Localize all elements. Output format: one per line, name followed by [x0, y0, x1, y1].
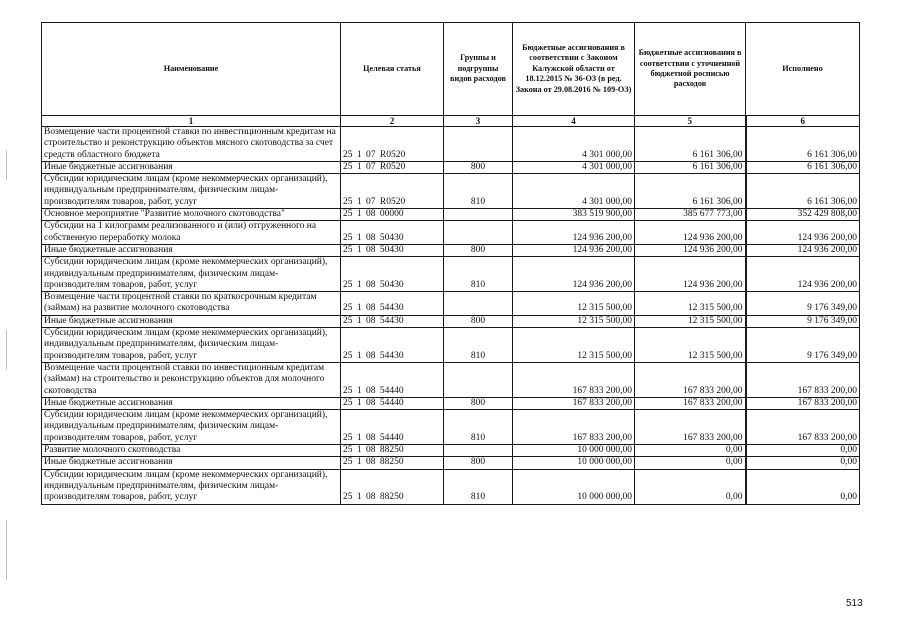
- row-name-cell: Субсидии юридическим лицам (кроме некоммерческих организаций), индивидуальным предпринимателям, физическим лицам-производителям товаров, работ, услуг: [42, 469, 341, 504]
- row-name-cell: Иные бюджетные ассигнования: [42, 161, 341, 173]
- row-executed-cell: 124 936 200,00: [746, 221, 860, 245]
- binding-edge-line: [6, 520, 7, 580]
- row-executed-cell: 6 161 306,00: [746, 174, 860, 209]
- row-target-article-cell: 25 1 07 R0520: [341, 161, 444, 173]
- table-row: [42, 292, 860, 316]
- row-name-cell: Субсидии юридическим лицам (кроме некоммерческих организаций), индивидуальным предпринимателям, физическим лицам-производителям товаров, работ, услуг: [42, 410, 341, 445]
- row-executed-cell: 167 833 200,00: [746, 397, 860, 409]
- row-plan-allocation-cell: 167 833 200,00: [635, 410, 746, 445]
- row-expense-group-cell: [444, 292, 513, 316]
- table-row: [42, 244, 860, 256]
- row-target-article-cell: 25 1 08 54430: [341, 315, 444, 327]
- row-law-allocation-cell: 12 315 500,00: [513, 328, 635, 363]
- row-plan-allocation-cell: 0,00: [635, 457, 746, 469]
- row-law-allocation-cell: 167 833 200,00: [513, 410, 635, 445]
- row-plan-allocation-cell: 385 677 773,00: [635, 209, 746, 221]
- row-name-cell: Развитие молочного скотоводства: [42, 445, 341, 457]
- column-number-row: [42, 116, 860, 127]
- header-name: Наименование: [42, 23, 341, 116]
- table-row: [42, 328, 860, 363]
- row-target-article-cell: 25 1 08 88250: [341, 445, 444, 457]
- row-target-article-cell: 25 1 08 00000: [341, 209, 444, 221]
- row-expense-group-cell: 810: [444, 174, 513, 209]
- row-law-allocation-cell: 124 936 200,00: [513, 257, 635, 292]
- row-name-cell: Возмещение части процентной ставки по инвестиционным кредитам (займам) на строительство и реконструкцию объектов для молочного скотоводства: [42, 362, 341, 397]
- row-target-article-cell: 25 1 08 54440: [341, 397, 444, 409]
- row-target-article-cell: 25 1 07 R0520: [341, 127, 444, 162]
- row-plan-allocation-cell: 12 315 500,00: [635, 292, 746, 316]
- row-plan-allocation-cell: 0,00: [635, 469, 746, 504]
- row-plan-allocation-cell: 0,00: [635, 445, 746, 457]
- row-plan-allocation-cell: 12 315 500,00: [635, 315, 746, 327]
- row-target-article-cell: 25 1 08 88250: [341, 457, 444, 469]
- row-law-allocation-cell: 12 315 500,00: [513, 292, 635, 316]
- row-plan-allocation-cell: 6 161 306,00: [635, 174, 746, 209]
- column-number: 3: [444, 116, 513, 127]
- row-target-article-cell: 25 1 08 54430: [341, 292, 444, 316]
- row-executed-cell: 167 833 200,00: [746, 410, 860, 445]
- header-target-article: Целевая статья: [341, 23, 444, 116]
- row-executed-cell: 0,00: [746, 469, 860, 504]
- row-executed-cell: 6 161 306,00: [746, 161, 860, 173]
- table-row: [42, 445, 860, 457]
- row-expense-group-cell: 800: [444, 244, 513, 256]
- row-name-cell: Субсидии юридическим лицам (кроме некоммерческих организаций), индивидуальным предпринимателям, физическим лицам-производителям товаров, работ, услуг: [42, 257, 341, 292]
- row-executed-cell: 352 429 808,00: [746, 209, 860, 221]
- row-executed-cell: 9 176 349,00: [746, 328, 860, 363]
- row-law-allocation-cell: 167 833 200,00: [513, 362, 635, 397]
- row-expense-group-cell: 800: [444, 161, 513, 173]
- row-law-allocation-cell: 383 519 900,00: [513, 209, 635, 221]
- row-expense-group-cell: [444, 127, 513, 162]
- column-number: 5: [635, 116, 746, 127]
- budget-table: [41, 22, 860, 505]
- row-name-cell: Возмещение части процентной ставки по краткосрочным кредитам (займам) на развитие молочного скотоводства: [42, 292, 341, 316]
- row-executed-cell: 9 176 349,00: [746, 315, 860, 327]
- row-name-cell: Основное мероприятие "Развитие молочного скотоводства": [42, 209, 341, 221]
- table-row: [42, 397, 860, 409]
- table-row: [42, 221, 860, 245]
- row-target-article-cell: 25 1 07 R0520: [341, 174, 444, 209]
- row-law-allocation-cell: 4 301 000,00: [513, 127, 635, 162]
- row-target-article-cell: 25 1 08 50430: [341, 244, 444, 256]
- header-expense-groups: Группы и подгруппы видов расходов: [444, 23, 513, 116]
- table-row: [42, 161, 860, 173]
- row-plan-allocation-cell: 124 936 200,00: [635, 221, 746, 245]
- table-row: [42, 410, 860, 445]
- row-name-cell: Иные бюджетные ассигнования: [42, 397, 341, 409]
- row-law-allocation-cell: 4 301 000,00: [513, 161, 635, 173]
- row-expense-group-cell: 800: [444, 315, 513, 327]
- header-executed: Исполнено: [746, 23, 860, 116]
- page-number: 513: [846, 598, 863, 609]
- row-executed-cell: 6 161 306,00: [746, 127, 860, 162]
- row-expense-group-cell: [444, 445, 513, 457]
- header-row: [42, 23, 860, 116]
- row-expense-group-cell: 810: [444, 469, 513, 504]
- row-executed-cell: 9 176 349,00: [746, 292, 860, 316]
- row-name-cell: Иные бюджетные ассигнования: [42, 244, 341, 256]
- row-expense-group-cell: 800: [444, 457, 513, 469]
- row-expense-group-cell: [444, 362, 513, 397]
- row-plan-allocation-cell: 12 315 500,00: [635, 328, 746, 363]
- table-row: [42, 362, 860, 397]
- table-row: [42, 257, 860, 292]
- binding-edge-line: [6, 330, 7, 370]
- header-plan-allocations: Бюджетные ассигнования в соответствии с уточненной бюджетной росписью расходов: [635, 23, 746, 116]
- row-expense-group-cell: 810: [444, 257, 513, 292]
- row-law-allocation-cell: 12 315 500,00: [513, 315, 635, 327]
- table-row: [42, 457, 860, 469]
- row-law-allocation-cell: 10 000 000,00: [513, 445, 635, 457]
- row-name-cell: Иные бюджетные ассигнования: [42, 315, 341, 327]
- row-target-article-cell: 25 1 08 54440: [341, 362, 444, 397]
- row-name-cell: Иные бюджетные ассигнования: [42, 457, 341, 469]
- row-name-cell: Субсидии юридическим лицам (кроме некоммерческих организаций), индивидуальным предпринимателям, физическим лицам-производителям товаров, работ, услуг: [42, 174, 341, 209]
- row-name-cell: Субсидии юридическим лицам (кроме некоммерческих организаций), индивидуальным предпринимателям, физическим лицам-производителям товаров, работ, услуг: [42, 328, 341, 363]
- table-row: [42, 315, 860, 327]
- row-executed-cell: 124 936 200,00: [746, 257, 860, 292]
- row-plan-allocation-cell: 167 833 200,00: [635, 397, 746, 409]
- row-target-article-cell: 25 1 08 54440: [341, 410, 444, 445]
- row-name-cell: Субсидии на 1 килограмм реализованного и (или) отгруженного на собственную переработку молока: [42, 221, 341, 245]
- row-expense-group-cell: [444, 209, 513, 221]
- row-plan-allocation-cell: 167 833 200,00: [635, 362, 746, 397]
- row-law-allocation-cell: 124 936 200,00: [513, 244, 635, 256]
- row-expense-group-cell: [444, 221, 513, 245]
- table-body: [42, 127, 860, 505]
- column-number: 4: [513, 116, 635, 127]
- row-expense-group-cell: 800: [444, 397, 513, 409]
- row-name-cell: Возмещение части процентной ставки по инвестиционным кредитам на строительство и реконструкцию объектов мясного скотоводства за счет средств областного бюджета: [42, 127, 341, 162]
- row-target-article-cell: 25 1 08 50430: [341, 257, 444, 292]
- table-row: [42, 127, 860, 162]
- column-number: 1: [42, 116, 341, 127]
- column-number: 6: [746, 116, 860, 127]
- binding-edge-line: [6, 150, 7, 180]
- table-row: [42, 469, 860, 504]
- row-target-article-cell: 25 1 08 54430: [341, 328, 444, 363]
- row-executed-cell: 167 833 200,00: [746, 362, 860, 397]
- row-plan-allocation-cell: 6 161 306,00: [635, 161, 746, 173]
- row-plan-allocation-cell: 124 936 200,00: [635, 244, 746, 256]
- row-target-article-cell: 25 1 08 50430: [341, 221, 444, 245]
- row-law-allocation-cell: 4 301 000,00: [513, 174, 635, 209]
- row-target-article-cell: 25 1 08 88250: [341, 469, 444, 504]
- header-law-allocations: Бюджетные ассигнования в соответствии с Законом Калужской области от 18.12.2015 № 36-ОЗ (в ред. Закона от 29.08.2016 № 109-ОЗ): [513, 23, 635, 116]
- table-row: [42, 209, 860, 221]
- row-expense-group-cell: 810: [444, 328, 513, 363]
- row-executed-cell: 0,00: [746, 457, 860, 469]
- row-plan-allocation-cell: 124 936 200,00: [635, 257, 746, 292]
- row-law-allocation-cell: 10 000 000,00: [513, 469, 635, 504]
- column-number: 2: [341, 116, 444, 127]
- row-plan-allocation-cell: 6 161 306,00: [635, 127, 746, 162]
- row-expense-group-cell: 810: [444, 410, 513, 445]
- row-law-allocation-cell: 10 000 000,00: [513, 457, 635, 469]
- row-law-allocation-cell: 167 833 200,00: [513, 397, 635, 409]
- row-executed-cell: 124 936 200,00: [746, 244, 860, 256]
- table-row: [42, 174, 860, 209]
- row-executed-cell: 0,00: [746, 445, 860, 457]
- row-law-allocation-cell: 124 936 200,00: [513, 221, 635, 245]
